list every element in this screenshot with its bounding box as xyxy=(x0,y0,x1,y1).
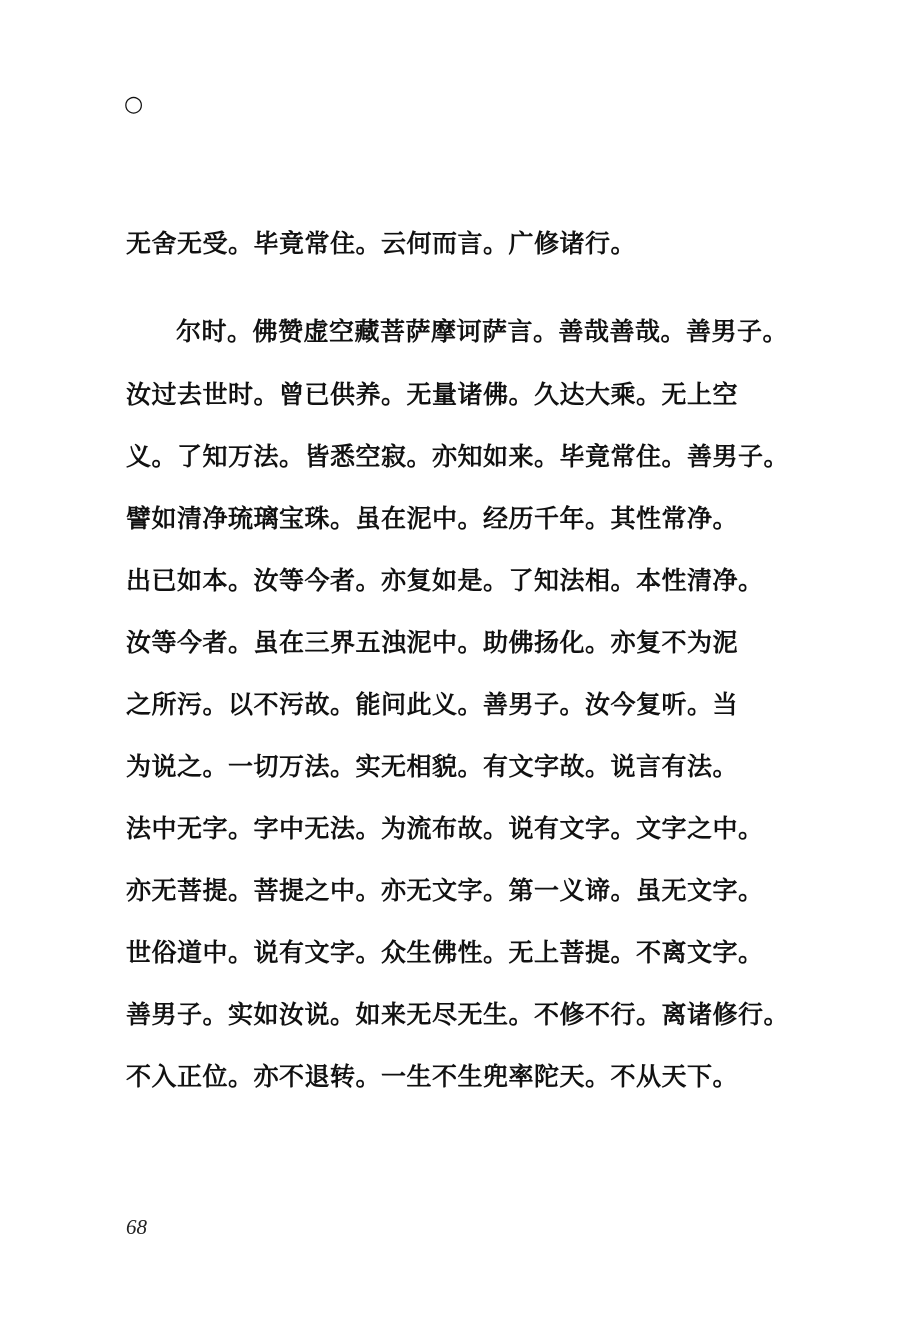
page-number: 68 xyxy=(126,1215,147,1239)
paragraph-line: 义。了知万法。皆悉空寂。亦知如来。毕竟常住。善男子。 xyxy=(126,442,790,471)
top-circle-mark: ○ xyxy=(124,92,144,117)
paragraph-line: 譬如清净琉璃宝珠。虽在泥中。经历千年。其性常净。 xyxy=(126,504,739,533)
paragraph-line: 之所污。以不污故。能问此义。善男子。汝今复听。当 xyxy=(126,690,739,719)
paragraph-line: 亦无菩提。菩提之中。亦无文字。第一义谛。虽无文字。 xyxy=(126,876,764,905)
paragraph-line: 法中无字。字中无法。为流布故。说有文字。文字之中。 xyxy=(126,814,764,843)
first-text-line: 无舍无受。毕竟常住。云何而言。广修诸行。 xyxy=(126,229,637,258)
paragraph-line: 汝等今者。虽在三界五浊泥中。助佛扬化。亦复不为泥 xyxy=(126,628,739,657)
paragraph-line: 出已如本。汝等今者。亦复如是。了知法相。本性清净。 xyxy=(126,566,764,595)
paragraph-line: 尔时。佛赞虚空藏菩萨摩诃萨言。善哉善哉。善男子。 xyxy=(176,317,789,346)
paragraph-line: 善男子。实如汝说。如来无尽无生。不修不行。离诸修行。 xyxy=(126,1000,790,1029)
paragraph-line: 汝过去世时。曾已供养。无量诸佛。久达大乘。无上空 xyxy=(126,380,739,409)
paragraph-line: 为说之。一切万法。实无相貌。有文字故。说言有法。 xyxy=(126,752,739,781)
paragraph-line: 不入正位。亦不退转。一生不生兜率陀天。不从天下。 xyxy=(126,1062,739,1091)
paragraph-line: 世俗道中。说有文字。众生佛性。无上菩提。不离文字。 xyxy=(126,938,764,967)
